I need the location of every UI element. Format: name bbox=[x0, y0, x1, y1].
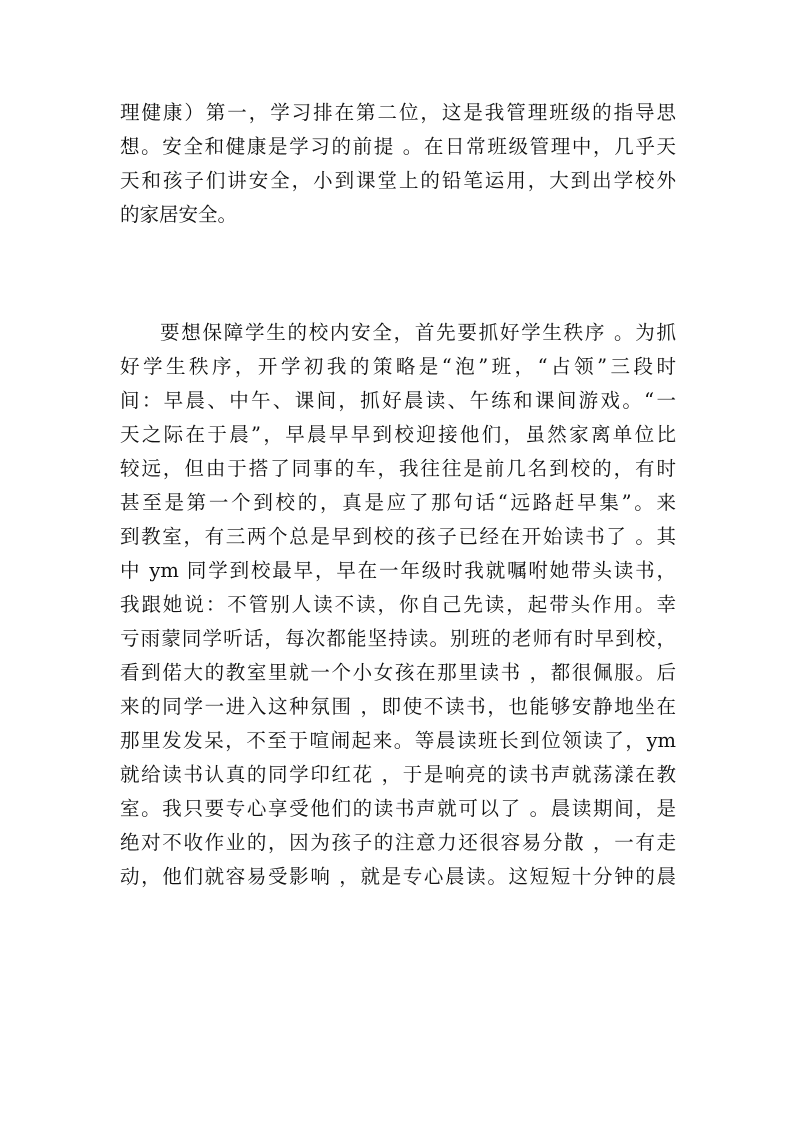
text-line: 理健康）第一，学习排在第二位，这是我管理班级的指导思 bbox=[120, 101, 676, 124]
text-line: 的家居安全。 bbox=[120, 203, 238, 226]
text-line: 绝对不收作业的，因为孩子的注意力还很容易分散 ，一有走 bbox=[120, 831, 676, 854]
text-line: 室。我只要专心享受他们的读书声就可以了 。晨读期间，是 bbox=[120, 797, 676, 820]
text-line: 想。安全和健康是学习的前提 。在日常班级管理中，几乎天 bbox=[120, 135, 676, 158]
text-line: 看到偌大的教室里就一个小女孩在那里读书 ，都很佩服。后 bbox=[120, 661, 676, 684]
paragraph-1 bbox=[120, 96, 676, 232]
text-line: 就给读书认真的同学印红花 ，于是响亮的读书声就荡漾在教 bbox=[120, 763, 676, 786]
text-line: 甚至是第一个到校的，真是应了那句话“远路赶早集”。来 bbox=[120, 491, 676, 514]
text-line: 中 ym 同学到校最早，早在一年级时我就嘱咐她带头读书， bbox=[120, 559, 676, 582]
text-line: 那里发发呆，不至于喧闹起来。等晨读班长到位领读了，ym bbox=[120, 729, 676, 752]
text-line: 亏雨蒙同学听话，每次都能坚持读。别班的老师有时早到校， bbox=[120, 627, 676, 650]
text-line: 天之际在于晨”，早晨早早到校迎接他们，虽然家离单位比 bbox=[120, 423, 676, 446]
text-line: 要想保障学生的校内安全，首先要抓好学生秩序 。为抓 bbox=[160, 321, 676, 344]
text-line: 动，他们就容易受影响 ，就是专心晨读。这短短十分钟的晨 bbox=[120, 865, 676, 888]
paragraph-2 bbox=[120, 316, 676, 894]
text-line: 好学生秩序，开学初我的策略是“泡”班，“占领”三段时 bbox=[120, 355, 676, 378]
text-line: 天和孩子们讲安全，小到课堂上的铅笔运用，大到出学校外 bbox=[120, 169, 676, 192]
text-line: 来的同学一进入这种氛围 ，即使不读书，也能够安静地坐在 bbox=[120, 695, 676, 718]
text-line: 到教室，有三两个总是早到校的孩子已经在开始读书了 。其 bbox=[120, 525, 676, 548]
text-line: 间：早晨、中午、课间，抓好晨读、午练和课间游戏。“一 bbox=[120, 389, 676, 412]
text-line: 较远，但由于搭了同事的车，我往往是前几名到校的，有时 bbox=[120, 457, 676, 480]
text-line: 我跟她说：不管别人读不读，你自己先读，起带头作用。幸 bbox=[120, 593, 676, 616]
